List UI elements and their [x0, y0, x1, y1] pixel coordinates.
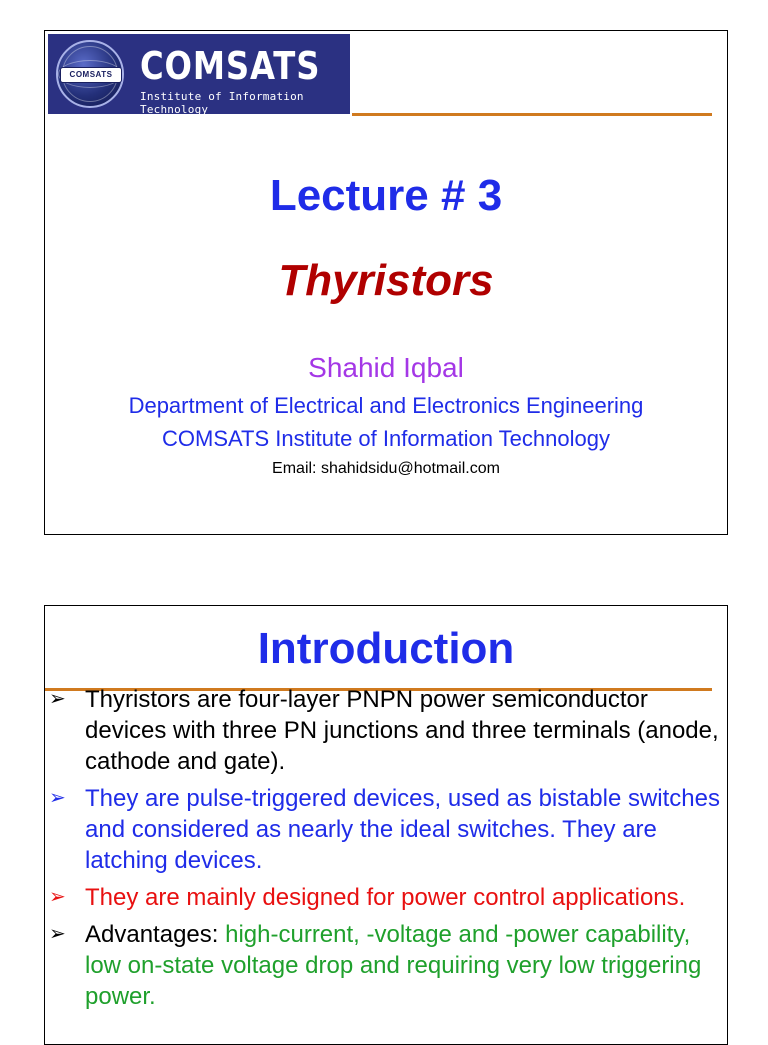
bullet-item — [47, 783, 727, 876]
institute-name: COMSATS Institute of Information Technology — [162, 426, 610, 451]
department-name: Department of Electrical and Electronics Engineering — [128, 393, 644, 418]
arrow-bullet-icon: ➢ — [49, 923, 66, 945]
lecture-title: Lecture # 3 — [269, 171, 503, 220]
globe-logo-icon — [56, 40, 124, 108]
brand-name: COMSATS — [140, 44, 321, 88]
arrow-bullet-icon: ➢ — [49, 787, 66, 809]
bullet-text: Thyristors are four-layer PNPN power semiconductor devices with three PN junctions and three terminals (anode, cathode and gate). — [85, 686, 719, 775]
logo-badge-text: COMSATS — [60, 67, 122, 83]
slide-heading: Introduction — [257, 624, 515, 673]
comsats-logo-banner — [48, 34, 350, 114]
title-slide — [44, 30, 728, 535]
author-email: Email: shahidsidu@hotmail.com — [272, 460, 500, 477]
bullet-item — [47, 919, 727, 1012]
introduction-slide — [44, 605, 728, 1045]
advantages-label: Advantages: — [85, 921, 226, 948]
advantages-text: high-current, -voltage and -power capability, low on-state voltage drop and requiring very low triggering power. — [85, 921, 702, 1010]
brand-subtitle: Institute of Information Technology — [140, 90, 304, 114]
arrow-bullet-icon: ➢ — [49, 688, 66, 710]
header-divider — [352, 113, 712, 116]
bullet-text: They are pulse-triggered devices, used as bistable switches and considered as nearly the ideal switches. They are latching devices. — [85, 785, 720, 874]
arrow-bullet-icon: ➢ — [49, 886, 66, 908]
bullet-item — [47, 882, 727, 913]
bullet-list — [47, 684, 727, 1018]
author-name: Shahid Iqbal — [308, 352, 464, 383]
lecture-topic: Thyristors — [278, 256, 494, 305]
bullet-item — [47, 684, 727, 777]
bullet-text: They are mainly designed for power control applications. — [85, 884, 686, 911]
